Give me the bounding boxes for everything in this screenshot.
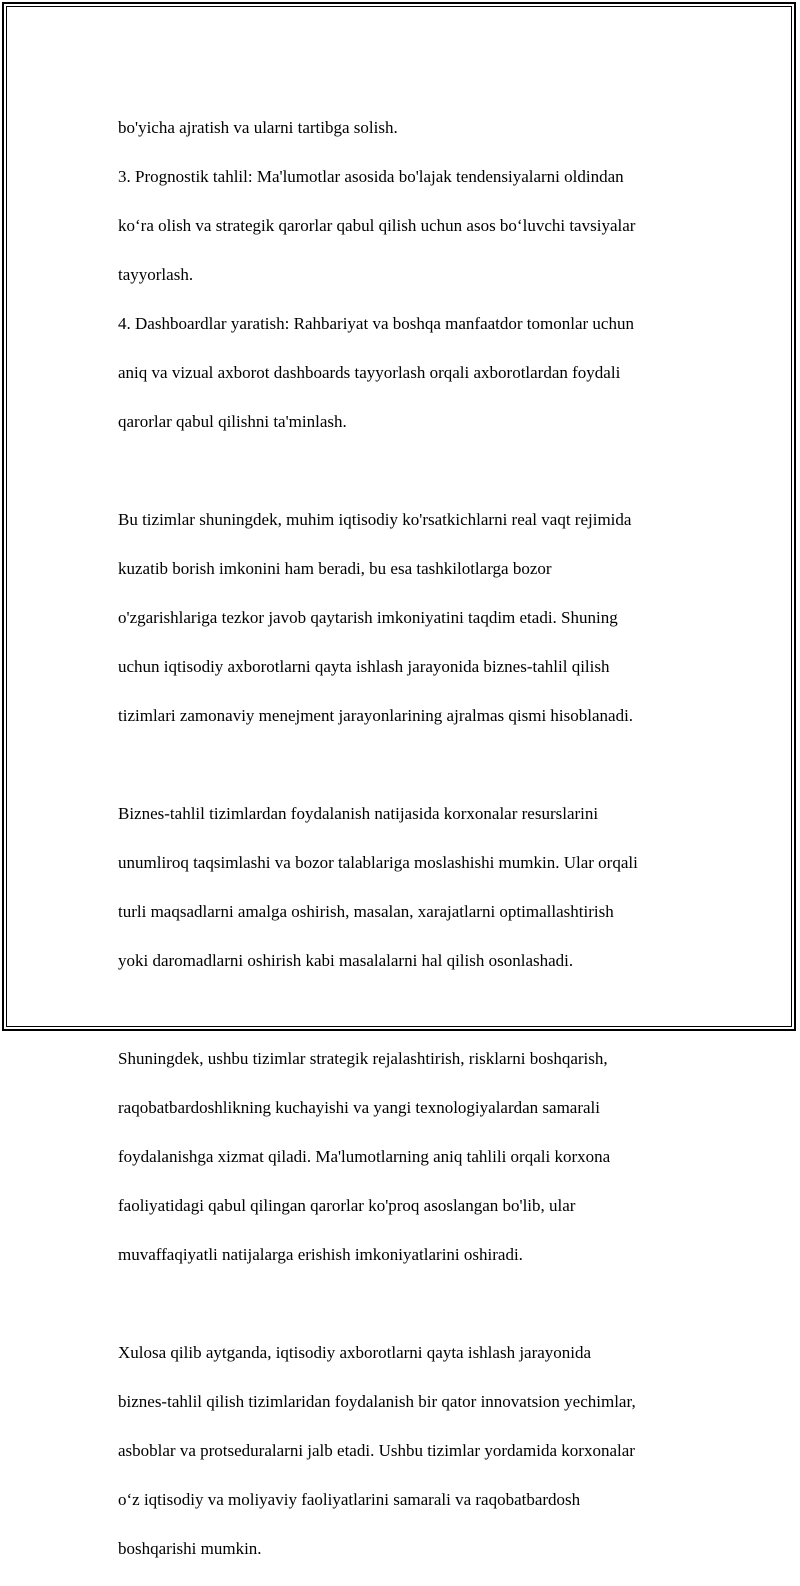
text-line: raqobatbardoshlikning kuchayishi va yangi texnologiyalardan samarali xyxy=(118,1097,601,1117)
intro-list-block xyxy=(118,91,693,459)
text-line: boshqarishi mumkin. xyxy=(118,1538,262,1558)
paragraph-3 xyxy=(118,777,693,998)
text-line: foydalanishga xizmat qiladi. Ma'lumotlarning aniq tahlili orqali korxona xyxy=(118,1146,611,1166)
paragraph-gap xyxy=(118,753,693,778)
paragraph-4 xyxy=(118,1022,693,1292)
text-line: ko‘ra olish va strategik qarorlar qabul qilish uchun asos bo‘luvchi tavsiyalar xyxy=(118,215,636,235)
text-line: turli maqsadlarni amalga oshirish, masalan, xarajatlarni optimallashtirish xyxy=(118,901,614,921)
text-line: aniq va vizual axborot dashboards tayyorlash orqali axborotlardan foydali xyxy=(118,362,621,382)
document-body xyxy=(118,91,693,1586)
text-line: Xulosa qilib aytganda, iqtisodiy axborotlarni qayta ishlash jarayonida xyxy=(118,1342,592,1362)
text-line: yoki daromadlarni oshirish kabi masalalarni hal qilish osonlashadi. xyxy=(118,950,574,970)
text-line: faoliyatidagi qabul qilingan qarorlar ko'proq asoslangan bo'lib, ular xyxy=(118,1195,576,1215)
text-line: asboblar va protseduralarni jalb etadi. Ushbu tizimlar yordamida korxonalar xyxy=(118,1440,635,1460)
text-line: qarorlar qabul qilishni ta'minlash. xyxy=(118,411,347,431)
text-line: tayyorlash. xyxy=(118,264,194,284)
paragraph-gap xyxy=(118,459,693,484)
text-line: bo'yicha ajratish va ularni tartibga solish. xyxy=(118,117,398,137)
text-line: o‘z iqtisodiy va moliyaviy faoliyatlarini samarali va raqobatbardosh xyxy=(118,1489,581,1509)
paragraph-gap xyxy=(118,1292,693,1317)
paragraph-5 xyxy=(118,1316,693,1586)
text-line: 4. Dashboardlar yaratish: Rahbariyat va boshqa manfaatdor tomonlar uchun xyxy=(118,313,634,333)
text-line: uchun iqtisodiy axborotlarni qayta ishlash jarayonida biznes-tahlil qilish xyxy=(118,656,610,676)
text-line: kuzatib borish imkonini ham beradi, bu esa tashkilotlarga bozor xyxy=(118,558,552,578)
text-line: unumliroq taqsimlashi va bozor talablariga moslashishi mumkin. Ular orqali xyxy=(118,852,638,872)
paragraph-gap xyxy=(118,998,693,1023)
text-line: tizimlari zamonaviy menejment jarayonlarining ajralmas qismi hisoblanadi. xyxy=(118,705,634,725)
text-line: Biznes-tahlil tizimlardan foydalanish natijasida korxonalar resurslarini xyxy=(118,803,599,823)
text-line: biznes-tahlil qilish tizimlaridan foydalanish bir qator innovatsion yechimlar, xyxy=(118,1391,636,1411)
text-line: Shuningdek, ushbu tizimlar strategik rejalashtirish, risklarni boshqarish, xyxy=(118,1048,608,1068)
text-line: 3. Prognostik tahlil: Ma'lumotlar asosida bo'lajak tendensiyalarni oldindan xyxy=(118,166,624,186)
paragraph-2 xyxy=(118,483,693,753)
text-line: Bu tizimlar shuningdek, muhim iqtisodiy ko'rsatkichlarni real vaqt rejimida xyxy=(118,509,632,529)
text-line: muvaffaqiyatli natijalarga erishish imkoniyatlarini oshiradi. xyxy=(118,1244,523,1264)
text-line: o'zgarishlariga tezkor javob qaytarish imkoniyatini taqdim etadi. Shuning xyxy=(118,607,618,627)
